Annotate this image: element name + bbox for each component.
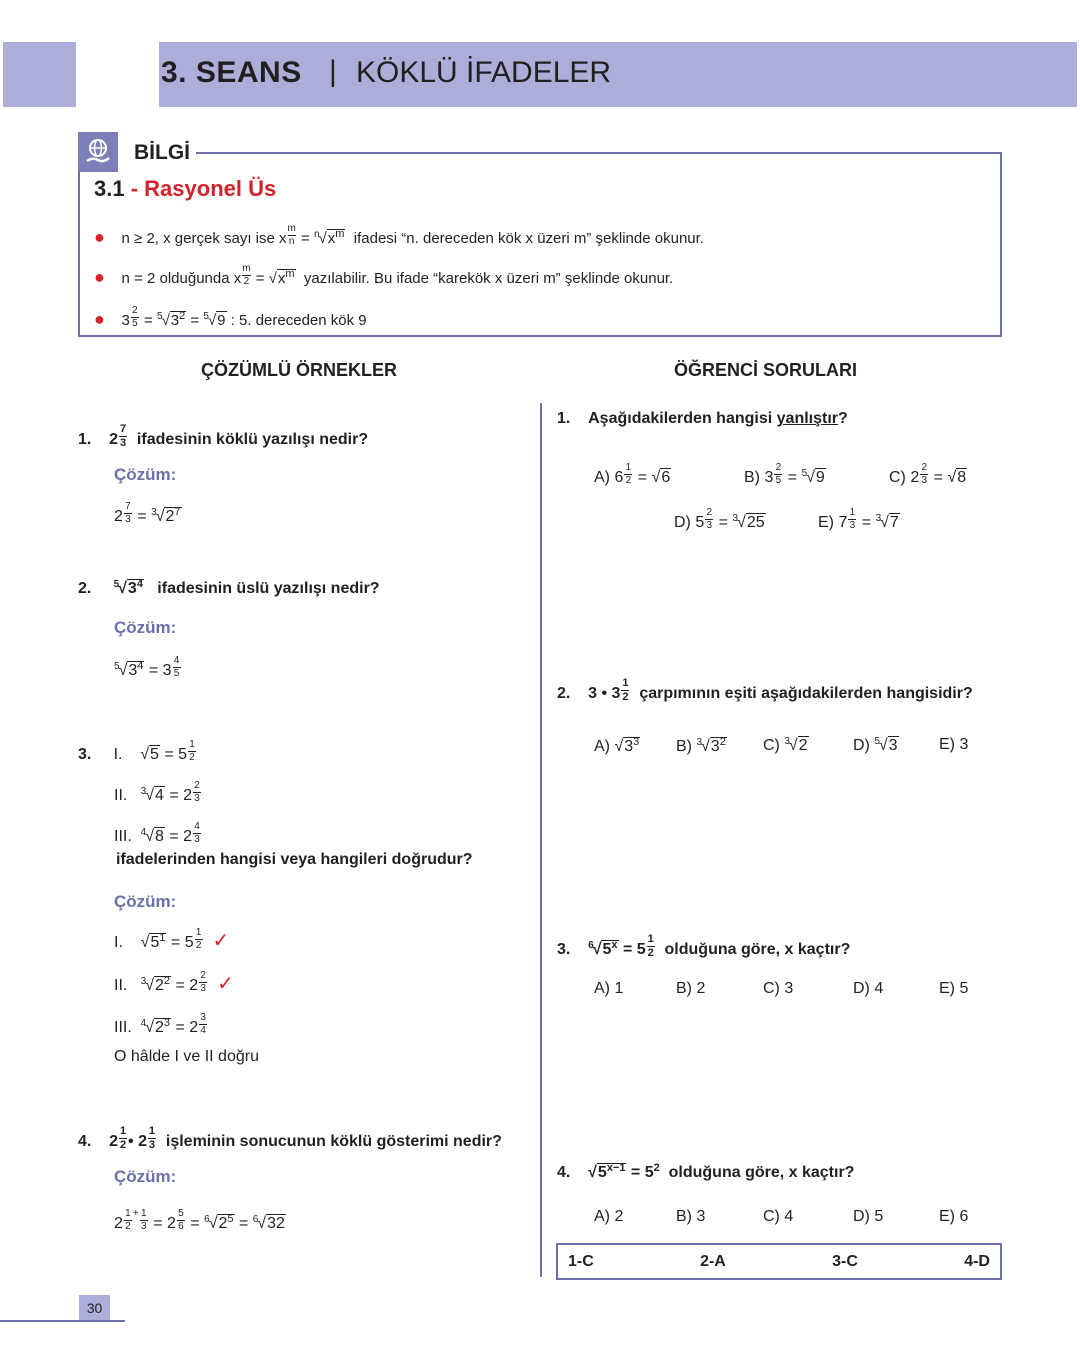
q2-option-e[interactable]: E) 3 <box>939 736 969 753</box>
column-divider <box>540 403 542 1277</box>
answer-key <box>556 1243 1002 1280</box>
q4-option-c[interactable]: C) 4 <box>763 1208 794 1225</box>
solution-3-result: O hâlde I ve II doğru <box>114 1048 259 1065</box>
info-label: BİLGİ <box>134 141 190 164</box>
answer-1: 1-C <box>568 1252 594 1270</box>
header-bar <box>159 42 1077 107</box>
q2-option-a[interactable]: A) $√3^3$ <box>594 736 640 755</box>
answer-4: 4-D <box>964 1252 990 1270</box>
page-number: 30 <box>79 1295 110 1320</box>
left-column-heading: ÇÖZÜMLÜ ÖRNEKLER <box>201 360 397 380</box>
q1-option-d[interactable]: D) 5 $\frac{2}{3}$ = $^3$√25 <box>674 507 765 531</box>
q2-option-c[interactable]: C) $^3$√2 <box>763 736 808 754</box>
answer-3: 3-C <box>832 1252 858 1270</box>
student-question-4: 4. $√5^{x-1} = 5^2$ olduğuna göre, x kaçtır? <box>557 1162 855 1181</box>
q1-option-b[interactable]: B) 3 $\frac{2}{5}$ = $^5$√9 <box>744 462 825 486</box>
q4-option-d[interactable]: D) 5 <box>853 1208 884 1225</box>
example-1: 1. 2 $\frac{7}{3}$ ifadesinin köklü yazılışı nedir? <box>78 423 369 449</box>
solution-label-2: Çözüm: <box>114 618 177 637</box>
globe-hand-icon <box>78 132 118 172</box>
section-heading <box>94 176 276 202</box>
page-title: KÖKLÜ İFADELER <box>356 56 612 89</box>
example-3-question: ifadelerinden hangisi veya hangileri doğrudur? <box>116 851 473 868</box>
student-question-3: 3. $^6√5^x = 5$ $\frac{1}{2}$ olduğuna göre, x kaçtır? <box>557 933 851 959</box>
solution-label-4: Çözüm: <box>114 1167 177 1186</box>
solution-3-line-1: I. $√5^1 = 5$ $\frac{1}{2}$ ✓ <box>114 927 230 952</box>
q1-option-c[interactable]: C) 2 $\frac{2}{3}$ = √8 <box>889 462 967 486</box>
session-label: 3. SEANS <box>161 56 302 89</box>
info-bullet-2: ● n = 2 olduğunda x $\frac{m}{2}$ = $√x^m$ yazılabilir. Bu ifade “karekök x üzeri m” şeklinde okunur. <box>94 263 674 287</box>
q1-option-a[interactable]: A) 6 $\frac{1}{2}$ = √6 <box>594 462 671 486</box>
solution-3-line-3: III. $^4√2^3 = 2$ $\frac{3}{4}$ <box>114 1012 206 1036</box>
q3-option-c[interactable]: C) 3 <box>763 980 794 997</box>
answer-2: 2-A <box>700 1252 726 1270</box>
header-separator: | <box>329 55 337 88</box>
example-3-item-1: 3. I. √5 = 5 $\frac{1}{2}$ <box>78 739 195 763</box>
student-question-2: 2. 3 • 3 $\frac{1}{2}$ çarpımının eşiti aşağıdakilerden hangisidir? <box>557 677 973 703</box>
solution-2: $^5√3^4 = 3$ $\frac{4}{5}$ <box>114 655 180 679</box>
q4-option-e[interactable]: E) 6 <box>939 1208 969 1225</box>
example-3-item-2: II. $^3$√4 = 2 $\frac{2}{3}$ <box>114 780 200 804</box>
solution-label-1: Çözüm: <box>114 465 177 484</box>
q3-option-a[interactable]: A) 1 <box>594 980 624 997</box>
right-column-heading: ÖĞRENCİ SORULARI <box>674 360 858 380</box>
info-box-top-line <box>196 152 1002 154</box>
section-number: 3.1 <box>94 176 125 201</box>
q4-option-b[interactable]: B) 3 <box>676 1208 706 1225</box>
solution-3-line-2: II. $^3√2^2 = 2$ $\frac{2}{3}$ ✓ <box>114 970 234 995</box>
student-question-1: 1. Aşağıdakilerden hangisi yanlıştır? <box>557 410 848 427</box>
check-icon: ✓ <box>212 930 230 952</box>
q3-option-d[interactable]: D) 4 <box>853 980 884 997</box>
q1-option-e[interactable]: E) 7 $\frac{1}{3}$ = $^3$√7 <box>818 507 899 531</box>
info-bullet-1: ● n ≥ 2, x gerçek sayı ise x $\frac{m}{n}$ = $^n√x^m$ ifadesi “n. dereceden kök x üzeri m” şeklinde okunur. <box>94 223 704 247</box>
q4-option-a[interactable]: A) 2 <box>594 1208 624 1225</box>
section-title: - Rasyonel Üs <box>130 176 277 201</box>
q3-option-e[interactable]: E) 5 <box>939 980 969 997</box>
q2-option-d[interactable]: D) $^5$√3 <box>853 736 898 754</box>
example-2: 2. $^5√3^4$ ifadesinin üslü yazılışı nedir? <box>78 578 380 597</box>
solution-1: 2 $\frac{7}{3}$ = $^3√2^7$ <box>114 501 181 525</box>
header-left-block <box>3 42 76 107</box>
info-bullet-3: ● 3 $\frac{2}{5}$ = $^5√3^2 = ^5√9$ : 5. dereceden kök 9 <box>94 305 367 329</box>
solution-label-3: Çözüm: <box>114 892 177 911</box>
footer-line <box>0 1320 125 1322</box>
check-icon: ✓ <box>217 973 234 995</box>
example-4: 4. 2 $\frac{1}{2}$ • 2 $\frac{1}{3}$ işleminin sonucunun köklü gösterimi nedir? <box>78 1125 502 1151</box>
q2-option-b[interactable]: B) $^3√3^2$ <box>676 736 726 755</box>
example-3-item-3: III. $^4$√8 = 2 $\frac{4}{3}$ <box>114 821 200 845</box>
q3-option-b[interactable]: B) 2 <box>676 980 706 997</box>
solution-4: 2 $\frac{1}{2}$ + $\frac{1}{3}$ = 2 $\frac{5}{6}$ = $^6√2^5 = ^6√32$ <box>114 1208 285 1232</box>
